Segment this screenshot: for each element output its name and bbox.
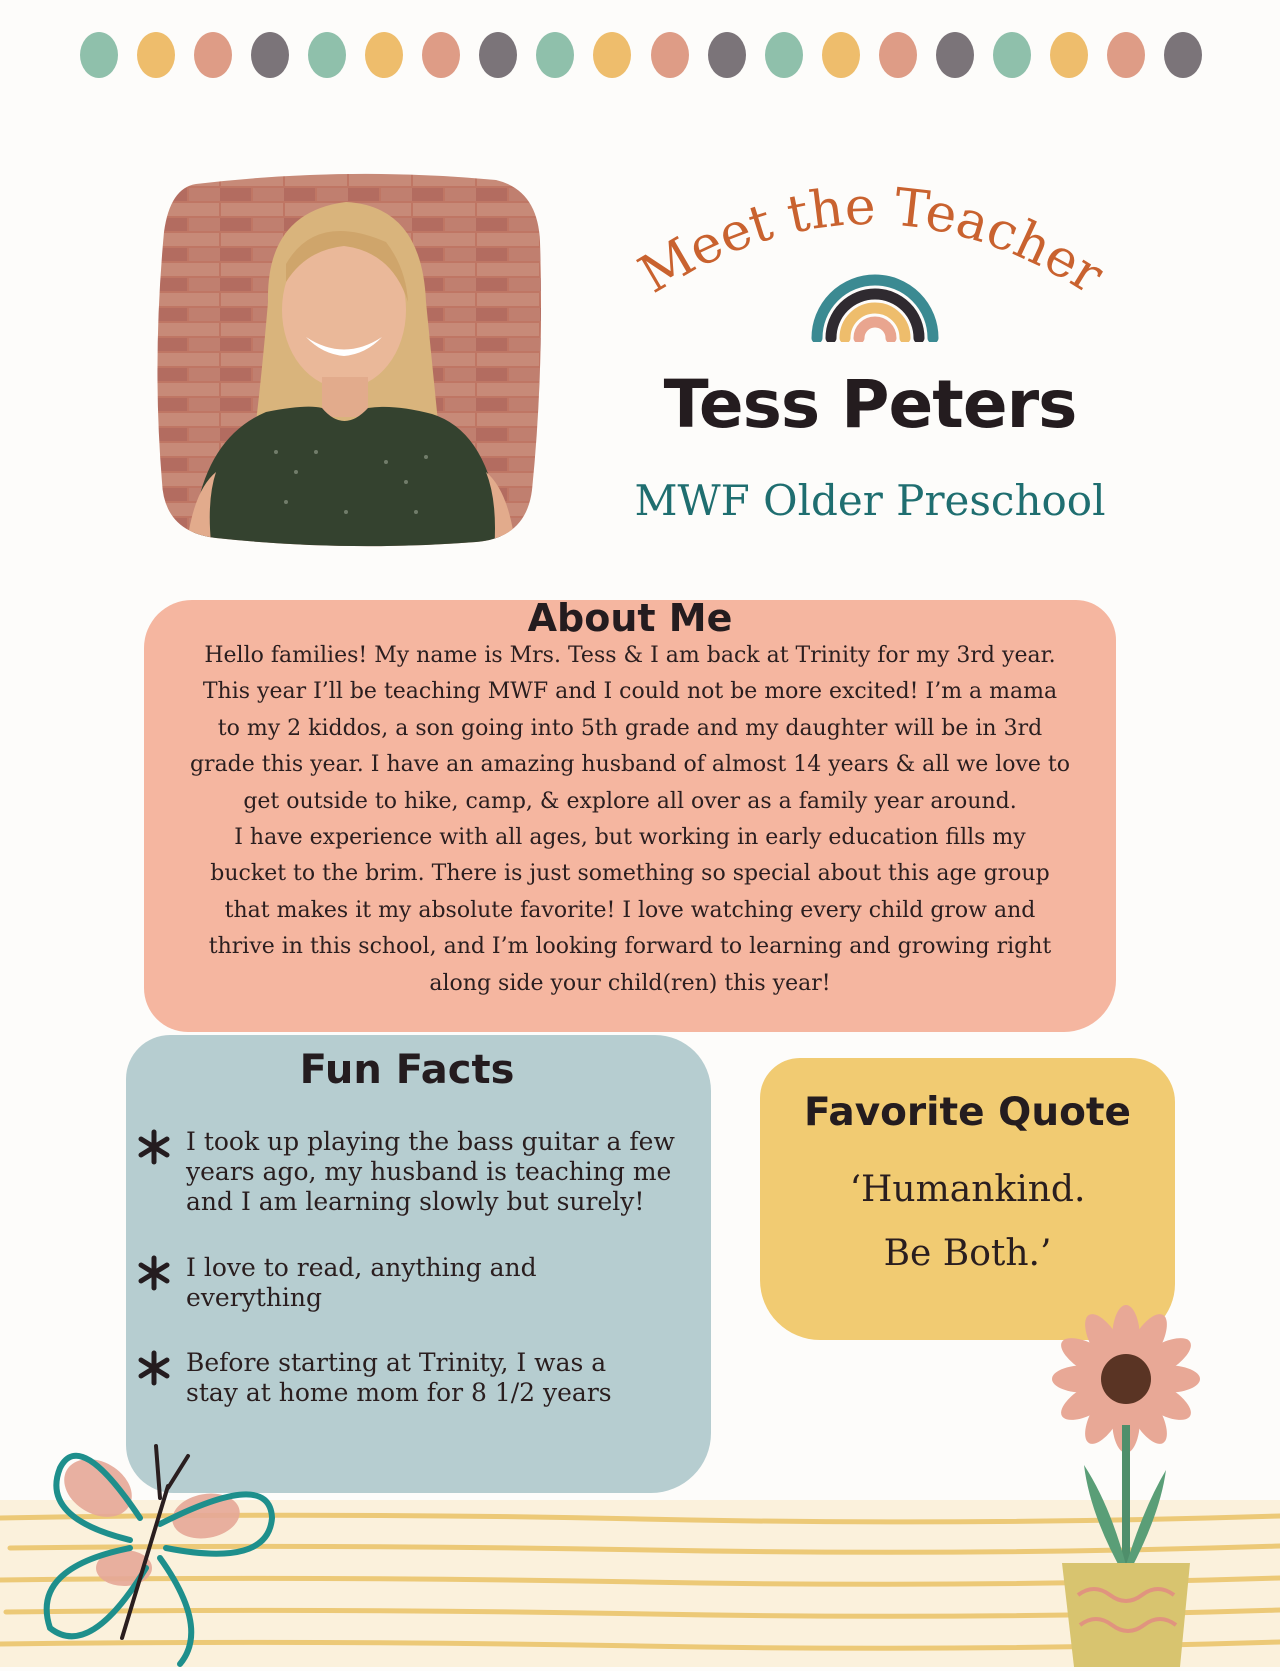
fun-facts-card xyxy=(126,1035,711,1493)
decorative-dot xyxy=(479,32,517,78)
asterisk-icon xyxy=(136,1255,172,1291)
decorative-dot xyxy=(308,32,346,78)
asterisk-icon xyxy=(136,1350,172,1386)
about-me-heading: About Me xyxy=(527,596,733,640)
decorative-dot xyxy=(1107,32,1145,78)
decorative-dot xyxy=(1164,32,1202,78)
decorative-dot xyxy=(536,32,574,78)
decorative-dot xyxy=(1050,32,1088,78)
decorative-dot xyxy=(993,32,1031,78)
rainbow-icon xyxy=(805,258,945,342)
decorative-dot-row xyxy=(80,32,1202,78)
decorative-dot xyxy=(137,32,175,78)
decorative-dot xyxy=(251,32,289,78)
flower-pot-illustration xyxy=(1040,1295,1210,1667)
decorative-dot xyxy=(194,32,232,78)
decorative-dot xyxy=(422,32,460,78)
decorative-dot xyxy=(936,32,974,78)
decorative-dot xyxy=(365,32,403,78)
fun-fact-text: Before starting at Trinity, I was a stay at home mom for 8 1/2 years xyxy=(186,1348,612,1407)
about-me-body: Hello families! My name is Mrs. Tess & I am back at Trinity for my 3rd year. This year I’ll be teaching MWF and I could not be more excited! I’m a mama to my 2 kiddos, a son going into 5th grade and my daughter will be in 3rd grade this year. I have an amazing husband of almost 14 years & all we love to get outside to hike, camp, & explore all over as a family year around. I have experience with all ages, but working in early education fills my bucket to the brim. There is just something so special about this age group that makes it my absolute favorite! I love watching every child grow and thrive in this school, and I’m looking forward to learning and growing right along side your child(ren) this year! xyxy=(189,643,1071,996)
fun-fact-text: I love to read, anything and everything xyxy=(186,1253,537,1312)
decorative-dot xyxy=(80,32,118,78)
butterfly-illustration xyxy=(10,1428,290,1667)
asterisk-icon xyxy=(136,1129,172,1165)
decorative-dot xyxy=(708,32,746,78)
class-name: MWF Older Preschool xyxy=(634,476,1106,525)
fun-facts-heading: Fun Facts xyxy=(299,1047,515,1093)
fun-fact-text: I took up playing the bass guitar a few years ago, my husband is teaching me and I am learning slowly but surely! xyxy=(186,1127,675,1216)
decorative-dot xyxy=(879,32,917,78)
teacher-photo xyxy=(156,172,541,547)
decorative-dot xyxy=(822,32,860,78)
decorative-dot xyxy=(651,32,689,78)
favorite-quote-heading: Favorite Quote xyxy=(804,1090,1131,1135)
teacher-name: Tess Peters xyxy=(663,366,1077,443)
decorative-dot xyxy=(593,32,631,78)
meet-the-teacher-text: Meet the Teacher xyxy=(629,176,1114,306)
decorative-dot xyxy=(765,32,803,78)
favorite-quote-text: ‘Humankind. Be Both.’ xyxy=(849,1169,1086,1274)
about-me-card xyxy=(144,596,1116,1032)
